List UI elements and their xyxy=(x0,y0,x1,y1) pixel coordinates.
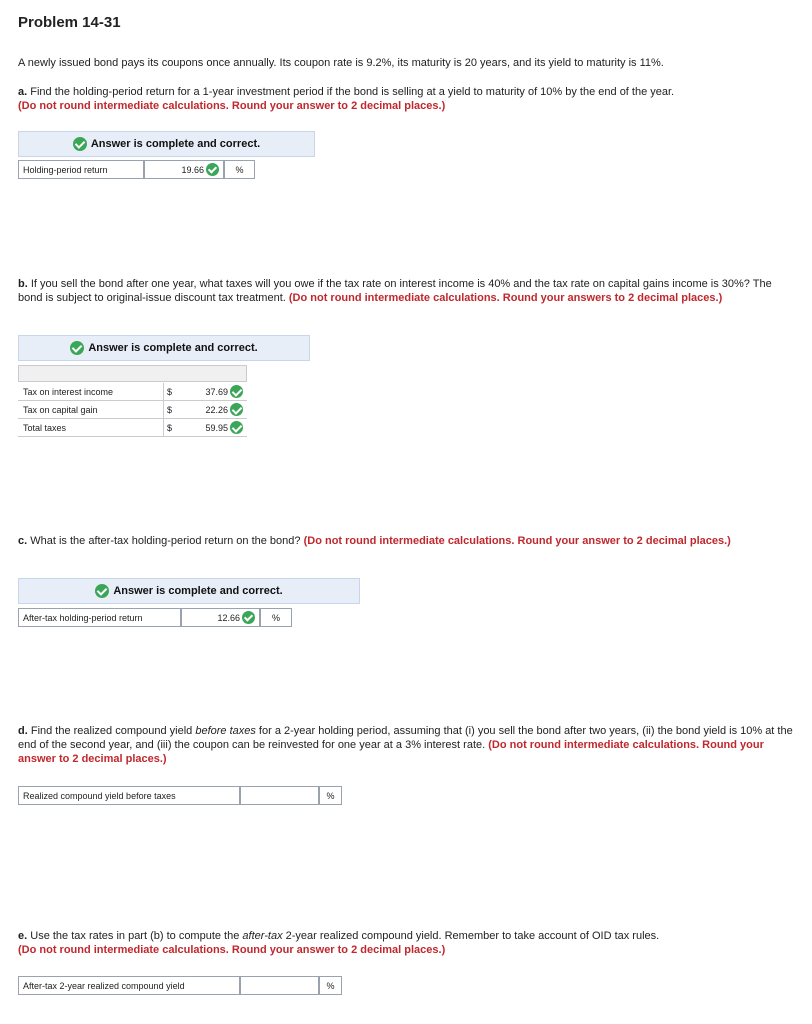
answer-banner-a xyxy=(18,131,315,157)
part-b-instruction: (Do not round intermediate calculations. Round your answers to 2 decimal places.) xyxy=(288,292,723,304)
realized-yield-before-tax-input[interactable] xyxy=(240,786,319,805)
part-d-text-em: before taxes xyxy=(195,725,256,737)
percent-unit: % xyxy=(224,160,255,179)
part-d-text-post: for a 2-year holding period, assuming that (i) you sell the bond after two years, (ii) the bond yield is 10% at the end of the second year, and (iii) the coupon can be reinvested for one year at a 3% interest rate. xyxy=(18,725,793,751)
part-d-label: d. xyxy=(18,725,28,737)
part-c-question xyxy=(18,534,798,548)
currency-symbol: $ xyxy=(163,401,185,419)
part-e-instruction: (Do not round intermediate calculations. Round your answer to 2 decimal places.) xyxy=(18,944,446,956)
check-circle-icon xyxy=(95,584,109,598)
problem-title: Problem 14-31 xyxy=(18,14,121,31)
part-d-question xyxy=(18,724,798,766)
currency-symbol: $ xyxy=(163,383,185,401)
tax-on-capital-gain-value: 22.26 xyxy=(205,404,228,415)
part-e-label: e. xyxy=(18,930,28,942)
tax-on-capital-gain-label: Tax on capital gain xyxy=(23,404,98,415)
holding-period-return-value: 19.66 xyxy=(181,164,204,175)
part-a-text: Find the holding-period return for a 1-year investment period if the bond is selling at a yield to maturity of 10% by the end of the year. xyxy=(30,86,675,98)
part-d-instruction: (Do not round intermediate calculations. Round your answer to 2 decimal places.) xyxy=(18,739,764,765)
check-circle-icon xyxy=(206,163,219,176)
part-a-question xyxy=(18,85,798,113)
part-e-text-post: 2-year realized compound yield. Remember to take account of OID tax rules. xyxy=(282,930,660,942)
answer-row-c xyxy=(18,608,292,627)
check-circle-icon xyxy=(70,341,84,355)
answer-row-d xyxy=(18,786,342,805)
after-tax-hpr-value: 12.66 xyxy=(217,612,240,623)
answer-banner-text: Answer is complete and correct. xyxy=(113,585,283,597)
part-c-instruction: (Do not round intermediate calculations. Round your answer to 2 decimal places.) xyxy=(303,535,731,547)
after-tax-hpr-input[interactable] xyxy=(181,608,260,627)
tax-on-interest-label: Tax on interest income xyxy=(23,386,114,397)
currency-symbol: $ xyxy=(163,419,185,437)
part-a-label: a. xyxy=(18,86,28,98)
answer-banner-b xyxy=(18,335,310,361)
percent-unit: % xyxy=(319,976,342,995)
part-b-question xyxy=(18,277,798,305)
total-taxes-value: 59.95 xyxy=(205,422,228,433)
table-row xyxy=(18,419,247,437)
tax-on-interest-input[interactable] xyxy=(185,385,247,398)
check-circle-icon xyxy=(242,611,255,624)
problem-intro: A newly issued bond pays its coupons once annually. Its coupon rate is 9.2%, its maturity is 20 years, and its yield to maturity is 11%. xyxy=(18,57,664,69)
check-circle-icon xyxy=(230,421,243,434)
tax-on-capital-gain-input[interactable] xyxy=(185,403,247,416)
part-c-label: c. xyxy=(18,535,28,547)
holding-period-return-label: Holding-period return xyxy=(18,160,144,179)
total-taxes-label: Total taxes xyxy=(23,422,67,433)
part-d-text-pre: Find the realized compound yield xyxy=(30,725,196,737)
part-a-instruction: (Do not round intermediate calculations. Round your answer to 2 decimal places.) xyxy=(18,100,446,112)
answer-banner-c xyxy=(18,578,360,604)
check-circle-icon xyxy=(230,403,243,416)
table-row xyxy=(18,401,247,419)
after-tax-hpr-label: After-tax holding-period return xyxy=(18,608,181,627)
percent-unit: % xyxy=(319,786,342,805)
tax-on-interest-value: 37.69 xyxy=(205,386,228,397)
table-row xyxy=(18,383,247,401)
answer-row-a xyxy=(18,160,255,179)
check-circle-icon xyxy=(230,385,243,398)
check-circle-icon xyxy=(73,137,87,151)
after-tax-realized-yield-label: After-tax 2-year realized compound yield xyxy=(18,976,240,995)
answer-banner-text: Answer is complete and correct. xyxy=(88,342,258,354)
part-e-question xyxy=(18,929,798,957)
realized-yield-before-tax-label: Realized compound yield before taxes xyxy=(18,786,240,805)
answer-row-e xyxy=(18,976,342,995)
after-tax-realized-yield-input[interactable] xyxy=(240,976,319,995)
answer-banner-text: Answer is complete and correct. xyxy=(90,138,261,150)
part-b-label: b. xyxy=(18,278,28,290)
total-taxes-input[interactable] xyxy=(185,421,247,434)
part-c-text: What is the after-tax holding-period return on the bond? xyxy=(30,535,301,547)
percent-unit: % xyxy=(260,608,292,627)
part-e-text-em: after-tax xyxy=(242,930,283,942)
holding-period-return-input[interactable] xyxy=(144,160,224,179)
part-e-text-pre: Use the tax rates in part (b) to compute the xyxy=(30,930,243,942)
table-header-bar xyxy=(18,365,247,382)
part-b-text: If you sell the bond after one year, what taxes will you owe if the tax rate on interest income is 40% and the tax rate on capital gains income is 30%? The bond is subject to original-issue discount tax treatment. xyxy=(18,278,772,304)
taxes-table xyxy=(18,383,247,437)
